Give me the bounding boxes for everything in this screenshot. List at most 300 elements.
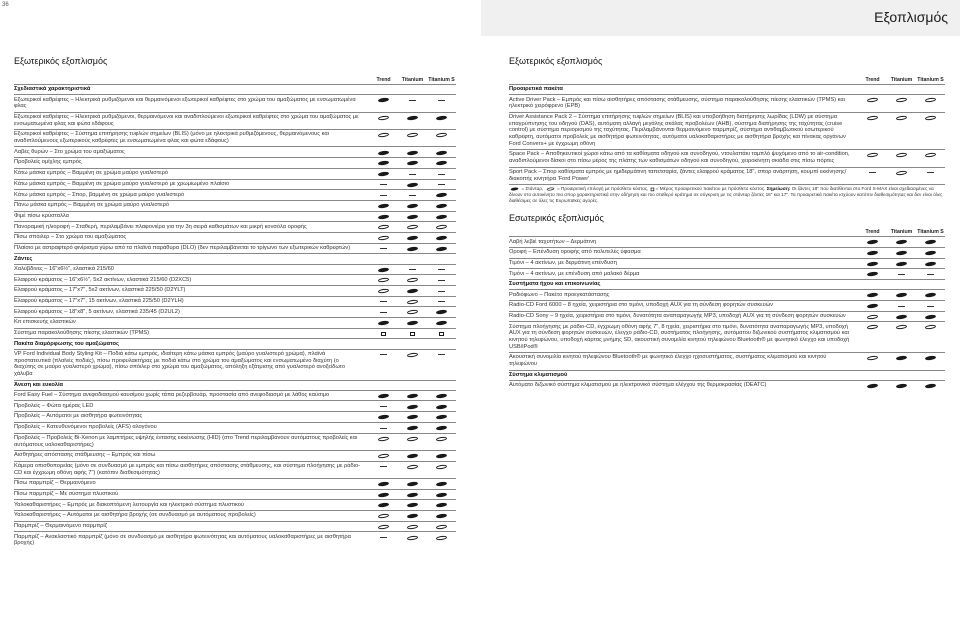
standard-symbol-icon [407, 150, 418, 155]
table-row [14, 221, 456, 232]
feature-label: Προβολείς ομίχλης εμπρός [14, 159, 82, 166]
not-available-dash-icon [927, 274, 934, 275]
standard-symbol-icon [925, 250, 936, 255]
standard-symbol-icon [867, 272, 878, 277]
availability-cell [916, 97, 945, 103]
feature-label: Λαβή λεβιέ ταχυτήτων – Δερμάτινη [509, 238, 597, 245]
category-row [14, 84, 456, 94]
availability-cell [398, 491, 427, 497]
not-available-dash-icon [438, 291, 445, 292]
availability-cell [427, 424, 456, 430]
table-row [14, 478, 456, 489]
availability-cell [398, 202, 427, 208]
table-row [14, 450, 456, 461]
legend-pack: = Μέρος προαιρετικού πακέτου με πρόσθετο κόστος. [655, 186, 766, 192]
table-row [509, 268, 945, 279]
availability-cell [398, 392, 427, 398]
availability-cell [427, 491, 456, 497]
standard-symbol-icon [407, 182, 418, 187]
feature-label: Ραδιόφωνο – Πακέτο προεγκατάστασης [509, 291, 610, 298]
availability-cell [916, 239, 945, 245]
feature-label: Χαλύβδινες – 16"x6½", ελαστικά 215/60 [14, 265, 114, 272]
optional-symbol-icon [925, 98, 936, 103]
availability-cell [427, 224, 456, 230]
feature-label: Υαλοκαθαριστήρες – Εμπρός με διακοπτόμενη λειτουργία και ηλεκτρικό σύστημα πλυστικού [14, 501, 245, 508]
feature-label: Φιμέ πίσω κρύσταλλα [14, 212, 69, 219]
availability-cell [427, 502, 456, 508]
category-row [509, 370, 945, 380]
standard-symbol-icon [867, 303, 878, 308]
optional-symbol-icon [378, 513, 389, 518]
not-available-dash-icon [438, 184, 445, 185]
availability-cell [427, 319, 456, 325]
category-label: Σχεδιαστικά χαρακτηριστικά [14, 86, 91, 93]
availability-cell [369, 523, 398, 529]
availability-cell [398, 452, 427, 458]
availability-cell [858, 97, 887, 103]
feature-label: Κάτω μάσκα εμπρός – Βαμμένη σε χρώμα μαύρο γυαλιστερό με χρωμιωμένο πλαίσιο [14, 180, 230, 187]
availability-cell [369, 149, 398, 155]
availability-cell [916, 324, 945, 330]
optional-symbol-icon [436, 132, 447, 137]
availability-cell [369, 114, 398, 120]
not-available-dash-icon [438, 269, 445, 270]
table-row [509, 247, 945, 258]
feature-label: Τιμόνι – 4 ακτίνων, με επένδυση από μαλακό δέρμα [509, 270, 640, 277]
legend-standard: = Στάνταρ, [521, 186, 544, 192]
availability-cell [369, 403, 398, 407]
title-band [481, 0, 960, 36]
feature-label: Εξωτερικοί καθρέφτες – Ηλεκτρικά ρυθμιζόμενοι και θερμαινόμενοι εξωτερικοί καθρέφτες στο χρώμα του αμαξώματος με ενσωματωμένα φλας [14, 96, 356, 110]
availability-cell [427, 534, 456, 540]
availability-cell [369, 463, 398, 467]
standard-symbol-icon [407, 115, 418, 120]
optional-symbol-icon [896, 170, 907, 175]
availability-cell [427, 287, 456, 291]
standard-symbol-icon [436, 513, 447, 518]
optional-symbol-icon [925, 153, 936, 158]
standard-symbol-icon [925, 240, 936, 245]
table-row [14, 510, 456, 521]
col-titanium: Titanium [890, 77, 913, 83]
availability-cell [398, 192, 427, 196]
availability-cell [887, 354, 916, 360]
availability-cell [916, 382, 945, 388]
standard-symbol-icon [436, 415, 447, 420]
availability-cell [887, 324, 916, 330]
optional-symbol-icon [378, 225, 389, 230]
right-column [509, 56, 945, 390]
not-available-dash-icon [380, 537, 387, 538]
feature-label: Πίσω παρμπρίζ – Με σύστημα πλυστικού [14, 490, 119, 497]
not-available-dash-icon [380, 312, 387, 313]
availability-cell [427, 234, 456, 240]
availability-cell [369, 512, 398, 518]
availability-cell [398, 463, 427, 469]
availability-cell [398, 534, 427, 540]
standard-symbol-icon [407, 453, 418, 458]
optional-symbol-icon [407, 132, 418, 137]
feature-label: Κάτω μάσκα εμπρός – Σπορ, βαμμένη σε χρώμα μαύρο γυαλιστερό [14, 191, 185, 198]
availability-cell [427, 413, 456, 419]
standard-symbol-icon [436, 203, 447, 208]
standard-symbol-icon [407, 160, 418, 165]
table-row [509, 300, 945, 311]
availability-cell [887, 382, 916, 388]
availability-cell [887, 292, 916, 298]
availability-cell [369, 424, 398, 428]
optional-symbol-icon [378, 524, 389, 529]
availability-cell [398, 512, 427, 518]
standard-symbol-icon [378, 98, 389, 103]
standard-symbol-icon [407, 492, 418, 497]
table-row [14, 296, 456, 307]
standard-symbol-icon [378, 415, 389, 420]
availability-cell [369, 234, 398, 240]
optional-symbol-icon [896, 98, 907, 103]
standard-symbol-icon [378, 492, 389, 497]
optional-symbol-icon [867, 115, 878, 120]
pack-symbol-icon [650, 188, 653, 191]
table-row [14, 168, 456, 179]
not-available-dash-icon [438, 174, 445, 175]
availability-cell [369, 309, 398, 313]
not-available-dash-icon [869, 172, 876, 173]
availability-cell [398, 114, 427, 120]
not-available-dash-icon [380, 184, 387, 185]
optional-symbol-icon [896, 325, 907, 330]
exterior-section-title-right: Εξωτερικός εξοπλισμός [509, 56, 603, 66]
optional-symbol-icon [925, 325, 936, 330]
standard-symbol-icon [436, 320, 447, 325]
standard-symbol-icon [867, 240, 878, 245]
availability-cell [398, 298, 427, 304]
table-row [509, 94, 945, 111]
availability-cell [427, 351, 456, 355]
standard-symbol-icon [896, 355, 907, 360]
not-available-dash-icon [438, 354, 445, 355]
availability-cell [887, 97, 916, 103]
standard-symbol-icon [407, 246, 418, 251]
not-available-dash-icon [438, 301, 445, 302]
availability-cell [916, 302, 945, 306]
table-row [14, 422, 456, 433]
category-label: Άνεση και ευκολία [14, 381, 64, 388]
availability-cell [427, 159, 456, 165]
standard-symbol-icon [896, 261, 907, 266]
availability-cell [916, 271, 945, 275]
availability-cell [369, 266, 398, 272]
feature-label: VP Ford Individual Body Styling Kit – Ποδιά κάτω εμπρός, ιδιαίτερη κάτω μάσκα εμπρός (μαύρο γυαλιστερό χρώμα), πλαϊνά προστατευτικά (πλαϊνές ποδιές), πίσω προφυλακτήρας με ποδιά κάτω στο χρώμα του αμαξώματος και ενσωματωμένο διαχύτη (ο διαχύτης σε μαύρο γυαλιστερό χρώμα), πίσω σπόιλερ στο χρώμα του αμαξώματος, απόληξη εξάτμισης από γυαλιστερό ανοξείδωτο χάλυβα [14, 351, 346, 378]
table-row [14, 179, 456, 190]
availability-cell [369, 224, 398, 230]
table-row [14, 400, 456, 411]
availability-cell [427, 480, 456, 486]
feature-label: Ελαφρού κράματος – 18"x8", 5 ακτίνων, ελαστικά 235/45 (D2UL2) [14, 308, 180, 315]
optional-symbol-icon [896, 153, 907, 158]
optional-symbol-icon [436, 436, 447, 441]
category-label: Σύστημα κλιματισμού [509, 371, 568, 378]
feature-label: Ελαφρού κράματος – 16"x6½", 5x2 ακτίνων, ελαστικά 215/60 (D2XC5) [14, 276, 192, 283]
table-row [14, 390, 456, 401]
standard-symbol-icon [407, 235, 418, 240]
availability-cell [427, 131, 456, 137]
availability-cell [369, 452, 398, 458]
optional-symbol-icon [407, 464, 418, 469]
availability-cell [369, 245, 398, 249]
table-header-interior [509, 229, 945, 236]
table-row [509, 149, 945, 166]
availability-cell [398, 181, 427, 187]
feature-label: Εξωτερικοί καθρέφτες – Ηλεκτρικά ρυθμιζόμενοι, θερμαινόμενοι και αναδιπλούμενοι εξωτερικοί καθρέφτες στο χρώμα του αμαξώματος με ενσωματωμένα φλας και φώτα εδάφους [14, 113, 359, 127]
category-row [14, 253, 456, 263]
availability-cell [427, 245, 456, 251]
pack-symbol-icon [439, 332, 444, 337]
availability-cell [427, 330, 456, 336]
availability-cell [916, 169, 945, 173]
optional-symbol-icon [407, 436, 418, 441]
availability-cell [427, 170, 456, 174]
availability-cell [398, 224, 427, 230]
availability-cell [369, 181, 398, 185]
feature-label: Πάνω μάσκα εμπρός – Βαμμένη σε χρώμα μαύρο γυαλιστερό [14, 202, 170, 209]
availability-cell [369, 298, 398, 302]
optional-symbol-icon [896, 115, 907, 120]
availability-cell [369, 202, 398, 208]
standard-symbol-icon [378, 150, 389, 155]
table-header-right [509, 77, 945, 84]
standard-symbol-icon [378, 214, 389, 219]
table-row [14, 461, 456, 478]
col-trend: Trend [865, 229, 880, 236]
feature-label: Radio-CD Sony – 9 ηχεία, χειριστήρια στο τιμόνι, δυνατότητα αναπαραγωγής MP3, υποδοχή AUX για τη σύνδεση φορητών συσκευών [509, 312, 846, 319]
standard-symbol-icon [896, 314, 907, 319]
standard-symbol-icon [378, 481, 389, 486]
availability-cell [369, 491, 398, 497]
col-titanium-s: Titanium S [917, 77, 944, 83]
standard-symbol-icon [436, 193, 447, 198]
availability-cell [369, 170, 398, 176]
not-available-dash-icon [409, 100, 416, 101]
availability-cell [887, 151, 916, 157]
optional-symbol-icon [407, 278, 418, 283]
standard-symbol-icon [407, 481, 418, 486]
table-header [14, 77, 456, 84]
standard-symbol-icon [896, 240, 907, 245]
standard-symbol-icon [436, 453, 447, 458]
table-row [509, 321, 945, 352]
availability-cell [887, 239, 916, 245]
legend [509, 184, 945, 203]
col-trend: Trend [376, 77, 391, 83]
feature-label: Υαλοκαθαριστήρες – Αυτόματοι με αισθητήρα βροχής (σε συνδυασμό με αυτόματους προβολείς) [14, 512, 256, 519]
optional-symbol-icon [407, 352, 418, 357]
optional-symbol-icon [867, 314, 878, 319]
standard-symbol-icon [436, 481, 447, 486]
standard-symbol-icon [436, 310, 447, 315]
table-row [14, 243, 456, 254]
feature-label: Radio-CD Ford 6000 – 8 ηχεία, χειριστήρια στο τιμόνι, υποδοχή AUX για τη σύνδεση φορητών συσκευών [509, 302, 774, 309]
table-row [14, 146, 456, 157]
availability-cell [427, 192, 456, 198]
optional-symbol-icon [436, 225, 447, 230]
not-available-dash-icon [380, 406, 387, 407]
availability-cell [369, 480, 398, 486]
optional-symbol-icon [546, 187, 554, 191]
standard-symbol-icon [407, 513, 418, 518]
standard-symbol-icon [407, 415, 418, 420]
exterior-section-title: Εξωτερικός εξοπλισμός [14, 56, 108, 66]
availability-cell [369, 330, 398, 336]
exterior-table [14, 84, 456, 549]
table-row [14, 232, 456, 243]
standard-symbol-icon [436, 246, 447, 251]
availability-cell [858, 271, 887, 277]
availability-cell [858, 354, 887, 360]
table-row [14, 274, 456, 285]
feature-label: Ford Easy Fuel – Σύστημα ανεφοδιασμού καυσίμου χωρίς τάπα ρεζερβουάρ, προστασία από ανεφοδιασμό με λάθος καύσιμο [14, 392, 330, 399]
standard-symbol-icon [378, 503, 389, 508]
standard-symbol-icon [925, 261, 936, 266]
legend-note-text: Οι ζάντες 18" που διατίθενται στο Ford S-MAX είναι σχεδιασμένες να δίνουν στο αυτοκίνητο πιο σπορ χαρακτηριστικά στην οδήγηση και πιο σταθερό κράτημα σε σύγκριση με τις στάνταρ ζάντες 16" και 17". Τα προαιρετικά πακέτα ισχύουν κατόπιν διαθεσιμότητας και δεν είναι όλες διαθέσιμες σε όλες τις Ευρωπαϊκές αγορές. [509, 186, 943, 203]
feature-label: Space Pack – Αποθηκευτικοί χώροι κάτω από τα καθίσματα οδηγού και συνοδηγού, ντουλαπάκι ταμπλό ψυχόμενο από το air-condition, αναδιπλούμενοι δίσκοι στο πίσω μέρος της πλάτης των καθισμάτων οδηγού και συνοδηγού, χειροκίνητη σκιάδα στις πίσω πόρτες [509, 151, 850, 165]
feature-label: Αυτόματο διζωνικό σύστημα κλιματισμού με ηλεκτρονικό σύστημα ελέγχου της θερμοκρασίας (DEATC) [509, 382, 767, 389]
availability-cell [398, 435, 427, 441]
standard-symbol-icon [407, 214, 418, 219]
feature-label: Προβολείς – Κατευθυνόμενοι προβολείς (AFS) αλογόνου [14, 424, 157, 431]
table-row [14, 433, 456, 450]
availability-cell [916, 354, 945, 360]
standard-symbol-icon [925, 314, 936, 319]
legend-optional: = Προαιρετική επιλογή με πρόσθετο κόστος, [556, 186, 649, 192]
table-row [14, 157, 456, 168]
availability-cell [427, 512, 456, 518]
interior-section-title: Εσωτερικός εξοπλισμός [509, 213, 604, 224]
table-row [14, 264, 456, 275]
feature-label: Sport Pack – Σπορ καθίσματα εμπρός με ημιδερμάτινη ταπετσαρία, ζάντες ελαφρού κράματος 18", σπορ ανάρτηση, κουμπί εκκίνησης/διακοπής κινητήρα 'Ford Power' [509, 168, 847, 182]
availability-cell [916, 260, 945, 266]
table-row [14, 328, 456, 339]
availability-cell [858, 302, 887, 308]
availability-cell [398, 351, 427, 357]
standard-symbol-icon [436, 150, 447, 155]
feature-label: Οροφή – Επένδυση οροφής από πολυτελές ύφασμα [509, 249, 641, 256]
feature-label: Παρμπρίζ – Θερμαινόμενο παρμπρίζ [14, 523, 108, 530]
availability-cell [398, 266, 427, 270]
availability-cell [398, 131, 427, 137]
standard-symbol-icon [407, 288, 418, 293]
optional-symbol-icon [867, 355, 878, 360]
legend-note-label: Σημείωση: [766, 186, 791, 192]
table-row [509, 167, 945, 184]
category-row [509, 84, 945, 94]
standard-symbol-icon [378, 267, 389, 272]
availability-cell [427, 523, 456, 529]
feature-label: Προβολείς – Φώτα ημέρας LED [14, 402, 94, 409]
category-label: Πακέτα διαμόρφωσης του αμαξώματος [14, 340, 119, 347]
optional-symbol-icon [378, 235, 389, 240]
availability-cell [858, 382, 887, 388]
availability-cell [427, 213, 456, 219]
standard-symbol-icon [407, 425, 418, 430]
table-row [14, 499, 456, 510]
feature-label: Αισθητήρες απόστασης στάθμευσης – Εμπρός και πίσω [14, 452, 156, 459]
feature-label: Προβολείς – Αυτόματοι με αισθητήρα φωτεινότητας [14, 413, 143, 420]
feature-label: Πανοραμική ηλιοροφή – Σταθερή, περιλαμβάνει πλαφονιέρα για την 3η σειρά καθισμάτων και μικρή κονσόλα οροφής [14, 223, 307, 230]
availability-cell [427, 298, 456, 302]
not-available-dash-icon [927, 306, 934, 307]
availability-cell [398, 480, 427, 486]
standard-symbol-icon [407, 503, 418, 508]
optional-symbol-icon [436, 524, 447, 529]
feature-label: Ακουστική συνομιλία κινητού τηλεφώνου Bluetooth® με φωνητικό έλεγχο ηχοσυστήματος, συστήματος κλιματισμού και κινητού τηλεφώνου [509, 354, 827, 368]
availability-cell [858, 239, 887, 245]
optional-symbol-icon [407, 524, 418, 529]
availability-cell [887, 169, 916, 175]
availability-cell [427, 114, 456, 120]
table-row [14, 521, 456, 532]
table-row [509, 352, 945, 369]
standard-symbol-icon [896, 293, 907, 298]
feature-label: Προβολείς – Προβολείς Bi-Xenon με λαμπτήρες υψηλής έντασης εκκένωσης (HID) (στο Trend περιλαμβάνουν αυτόματους προβολείς και αυτόματους υαλοκαθαριστήρες) [14, 434, 358, 448]
feature-label: Πίσω παρμπρίζ – Θερμαινόμενο [14, 480, 96, 487]
standard-symbol-icon [407, 203, 418, 208]
not-available-dash-icon [380, 248, 387, 249]
availability-cell [427, 202, 456, 208]
availability-cell [398, 245, 427, 251]
availability-cell [887, 313, 916, 319]
availability-cell [916, 292, 945, 298]
availability-cell [398, 97, 427, 101]
availability-cell [369, 351, 398, 355]
availability-cell [858, 324, 887, 330]
standard-symbol-icon [436, 214, 447, 219]
availability-cell [427, 392, 456, 398]
col-trend: Trend [865, 77, 880, 83]
availability-cell [427, 266, 456, 270]
standard-symbol-icon [867, 293, 878, 298]
availability-cell [369, 131, 398, 137]
availability-cell [398, 413, 427, 419]
standard-symbol-icon [867, 261, 878, 266]
optional-symbol-icon [378, 132, 389, 137]
availability-cell [369, 534, 398, 538]
feature-label: Ελαφρού κράματος – 17"x7", 5x2 ακτίνων, ελαστικά 225/50 (D2YLT) [14, 287, 186, 294]
feature-label: Ελαφρού κράματος – 17"x7", 15 ακτίνων, ελαστικά 225/50 (D2YLH) [14, 297, 184, 304]
standard-symbol-icon [436, 503, 447, 508]
availability-cell [369, 277, 398, 283]
availability-cell [398, 523, 427, 529]
table-row [14, 94, 456, 111]
availability-cell [887, 114, 916, 120]
availability-cell [427, 463, 456, 469]
table-row [14, 200, 456, 211]
availability-cell [369, 97, 398, 103]
optional-symbol-icon [407, 535, 418, 540]
table-row [509, 112, 945, 150]
availability-cell [858, 292, 887, 298]
availability-cell [398, 330, 427, 336]
availability-cell [398, 170, 427, 174]
table-row [14, 112, 456, 129]
availability-cell [427, 97, 456, 101]
table-row [509, 311, 945, 322]
category-row [509, 279, 945, 289]
availability-cell [369, 192, 398, 196]
optional-symbol-icon [407, 225, 418, 230]
availability-cell [858, 151, 887, 157]
not-available-dash-icon [380, 466, 387, 467]
